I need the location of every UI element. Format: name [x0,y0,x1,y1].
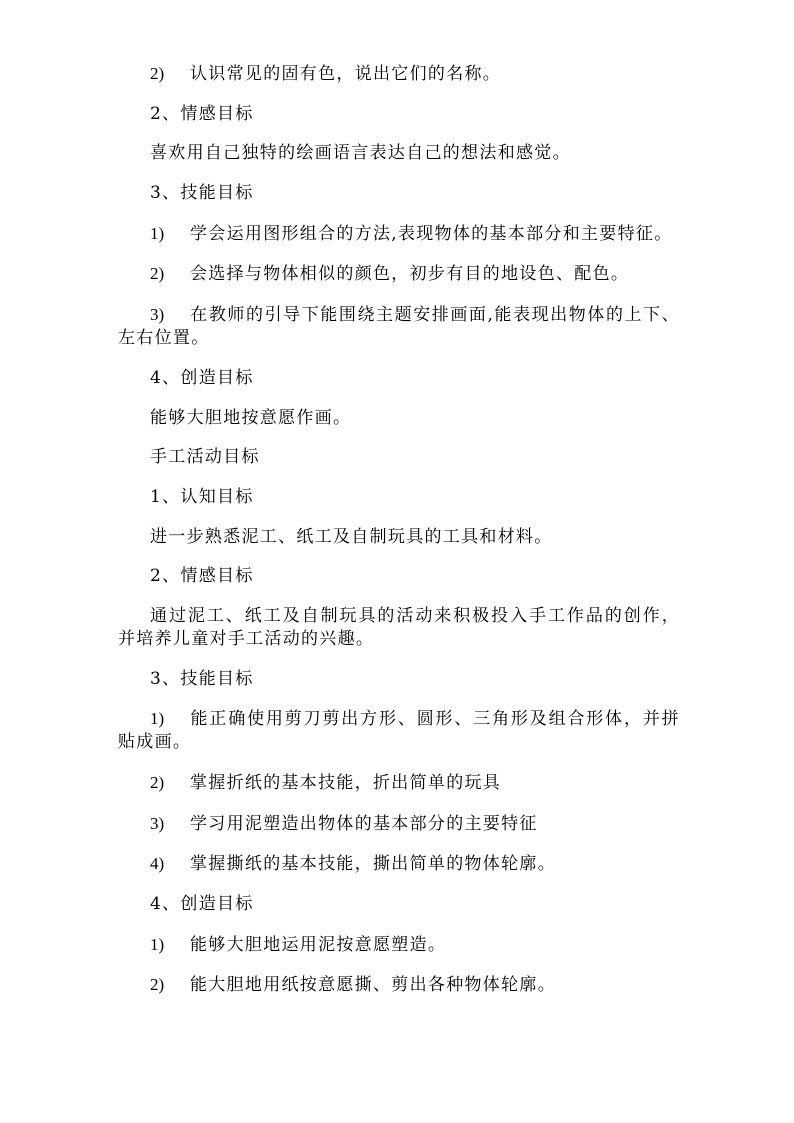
section-heading-text: 2、情感目标 [150,103,254,124]
list-item [118,262,680,286]
section-heading [118,486,680,509]
section-heading-text: 3、技能目标 [150,668,254,689]
document-body [118,62,680,1014]
item-number: 1) [150,709,165,729]
section-heading [118,103,680,126]
body-text: 进一步熟悉泥工、纸工及自制玩具的工具和材料。 [150,526,553,547]
list-item-line [118,222,680,246]
section-heading [118,565,680,588]
list-item [118,62,680,86]
item-number: 2) [150,264,165,284]
list-item-line [118,707,680,731]
body-paragraph [118,142,680,165]
section-title [118,446,680,469]
list-item-line [118,933,680,957]
section-heading [118,367,680,390]
list-item-line [118,812,680,836]
list-item [118,852,680,876]
list-item-line [118,262,680,286]
list-item [118,771,680,795]
item-text: 能大胆地用纸按意愿撕、剪出各种物体轮廓。 [190,975,556,996]
body-text: 通过泥工、纸工及自制玩具的活动来积极投入手工作品的创作， [150,605,680,626]
body-paragraph [118,526,680,549]
item-number: 2) [150,975,165,995]
item-text: 能正确使用剪刀剪出方形、圆形、三角形及组合形体，并拼 [190,709,680,730]
item-text-continued: 左右位置。 [118,328,210,349]
section-heading [118,668,680,691]
section-title-text: 手工活动目标 [150,447,260,468]
item-number: 3) [150,305,165,325]
list-item [118,933,680,957]
list-item-line [118,771,680,795]
item-text: 学习用泥塑造出物体的基本部分的主要特征 [190,813,538,834]
item-text: 能够大胆地运用泥按意愿塑造。 [190,934,447,955]
section-heading-text: 2、情感目标 [150,566,254,587]
list-item-line [118,973,680,997]
list-item-line [118,303,680,327]
item-number: 4) [150,854,165,874]
item-text: 会选择与物体相似的颜色，初步有目的地设色、配色。 [190,264,630,285]
item-text-continued: 贴成画。 [118,732,192,753]
section-heading [118,893,680,916]
section-heading-text: 3、技能目标 [150,183,254,204]
list-item-line [118,852,680,876]
item-text: 掌握折纸的基本技能，折出简单的玩具 [190,773,502,793]
section-heading-text: 4、创造目标 [150,894,254,915]
item-text: 学会运用图形组合的方法,表现物体的基本部分和主要特征。 [190,223,673,244]
list-item [118,707,680,754]
body-text: 喜欢用自己独特的绘画语言表达自己的想法和感觉。 [150,143,571,164]
list-item [118,812,680,836]
item-number: 1) [150,934,165,954]
list-item [118,303,680,350]
section-heading [118,182,680,205]
item-number: 1) [150,223,165,243]
item-text: 掌握撕纸的基本技能，撕出简单的物体轮廓。 [190,854,556,875]
section-heading-text: 4、创造目标 [150,367,254,388]
item-text: 认识常见的固有色，说出它们的名称。 [190,64,502,84]
item-text: 在教师的引导下能围绕主题安排画面,能表现出物体的上下、 [190,305,680,326]
body-paragraph [118,605,680,651]
body-text: 能够大胆地按意愿作画。 [150,407,352,428]
list-item-line [118,62,680,86]
item-number: 2) [150,773,165,792]
body-paragraph [118,407,680,430]
body-text-continued: 并培养儿童对手工活动的兴趣。 [118,628,375,649]
item-number: 3) [150,813,165,833]
item-number: 2) [150,64,165,83]
list-item [118,222,680,246]
section-heading-text: 1、认知目标 [150,486,254,507]
list-item [118,973,680,997]
